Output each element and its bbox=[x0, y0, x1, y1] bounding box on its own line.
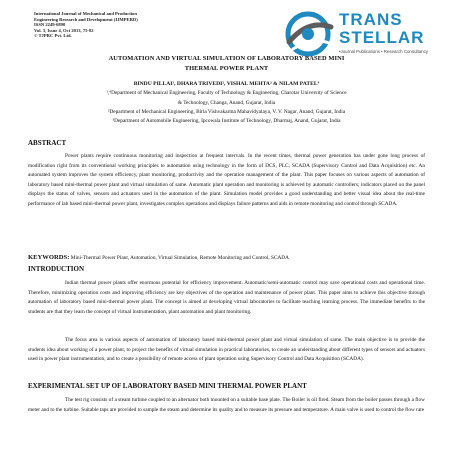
journal-volume: Vol. 3, Issue 4, Oct 2013, 75-82 bbox=[34, 27, 94, 33]
journal-name-line2: Engineering Research and Development (IJMPERD) bbox=[34, 16, 138, 22]
paper-title-line1: AUTOMATION AND VIRTUAL SIMULATION OF LABORATORY BASED MINI bbox=[108, 55, 345, 62]
experimental-paragraph-1: The test rig consists of a steam turbine coupled to an alternator both mounted on a suitable base plate. The Boiler is oil fired. Steam from the boiler passes through a flow meter and to the turbine. Suitable taps are provided to sample the steam and determine its quality and to measure its pressure and temperature. A main valve is used to control the flow rate bbox=[28, 397, 425, 413]
affiliation-1-line2: & Technology, Changa, Anand, Gujarat, India bbox=[177, 99, 276, 106]
author-list: BINDU PILLAI¹, DHARA TRIVEDI², VISHAL MEHTA³ & NILAM PATEL⁴ bbox=[133, 81, 320, 87]
paper-title-line2: THERMAL POWER PLANT bbox=[184, 65, 269, 72]
affiliation-2: ²Department of Mechanical Engineering, Birla Vishvakarma Mahavidyalaya, V. V. Nagar, Anand, Gujarat, India bbox=[107, 109, 346, 115]
paper-title bbox=[30, 54, 423, 74]
abstract-text: Power plants require continuous monitoring and inspection at frequent intervals. In the recent times, thermal power generation has under gone long process of modification right from its conventional working principles to automation using technology in the form of DCS, PLC, SCADA (Supervisory Control and Data Acquisition) etc. An automated system improves the system efficiency, plant monitoring, productivity and the operation management of the plant. This paper focuses on various aspects of automation of laboratory based mini-thermal power plant and virtual simulation of same. Automatic plant operation and monitoring is achieved by automatic controllers; indicators placed on the panel displays the status of valves, sensors and actuators used in the automation of the plant. Simulation model provides a good understanding and better visual idea about the real-time performance of lab based mini-thermal power plant, investigates complex operations and displays failure patterns and aids in remote monitoring and control through SCADA. bbox=[28, 153, 425, 207]
introduction-paragraph-2: The focus area is various aspects of automation of laboratory based mini-thermal power plant and virtual simulation of same. The main objective is to provide the students idea about working of a power plant, to project the benefits of virtual simulation in practical laboratories, to create an understanding about different types of sensors and actuators used in power plant instrumentation, and to create a possibility of remote access of plant operation using Supervisory Control and Data Acquisition (SCADA). bbox=[28, 337, 425, 363]
logo-brand-top: TRANS bbox=[339, 10, 403, 29]
keywords-text: Mini-Thermal Power Plant, Automation, Virtual Simulation, Remote Monitoring and Control, SCADA bbox=[70, 255, 289, 261]
journal-copyright: © TJPRC Pvt. Ltd. bbox=[34, 33, 72, 39]
introduction-heading: INTRODUCTION bbox=[28, 265, 85, 273]
journal-name-line1: International Journal of Mechanical and Production bbox=[34, 11, 137, 16]
affiliation-1-line1: ¹,⁴Department of Mechanical Engineering, Faculty of Technology & Engineering, Charotar University of Science bbox=[106, 90, 347, 96]
logo-tagline: •Journal Publications • Research Consultancy bbox=[339, 49, 428, 54]
keywords bbox=[28, 253, 425, 263]
logo-brand-bottom: STELLAR bbox=[339, 28, 425, 47]
introduction-paragraph-1: Indian thermal power plants offer enormous potential for efficiency improvement. Automatic/semi-automatic control may save operational costs and operational time. Therefore, minimizing operation costs and improving efficiency are key objectives of the operation and maintenance of power plant. This paper aims to achieve this objective through automation of laboratory based mini-thermal power plant. The concept is aimed at developing virtual laboratories to facilitate teaching learning process. The immediate benefits to the students are that they learn the concept of virtual instrumentation, plant automation and plant monitoring. bbox=[28, 280, 425, 315]
journal-info bbox=[34, 11, 254, 39]
affiliation-3: ³Department of Automobile Engineering, Ipcowala Institute of Technology, Dharmaj, Anand, Gujarat, India bbox=[112, 118, 341, 124]
affiliation-1 bbox=[30, 89, 423, 108]
abstract-heading: ABSTRACT bbox=[28, 139, 67, 147]
experimental-heading: EXPERIMENTAL SET UP OF LABORATORY BASED MINI THERMAL POWER PLANT bbox=[28, 382, 307, 390]
keywords-label: KEYWORDS: bbox=[28, 254, 70, 261]
journal-issn: ISSN 2249-6890 bbox=[34, 22, 66, 28]
